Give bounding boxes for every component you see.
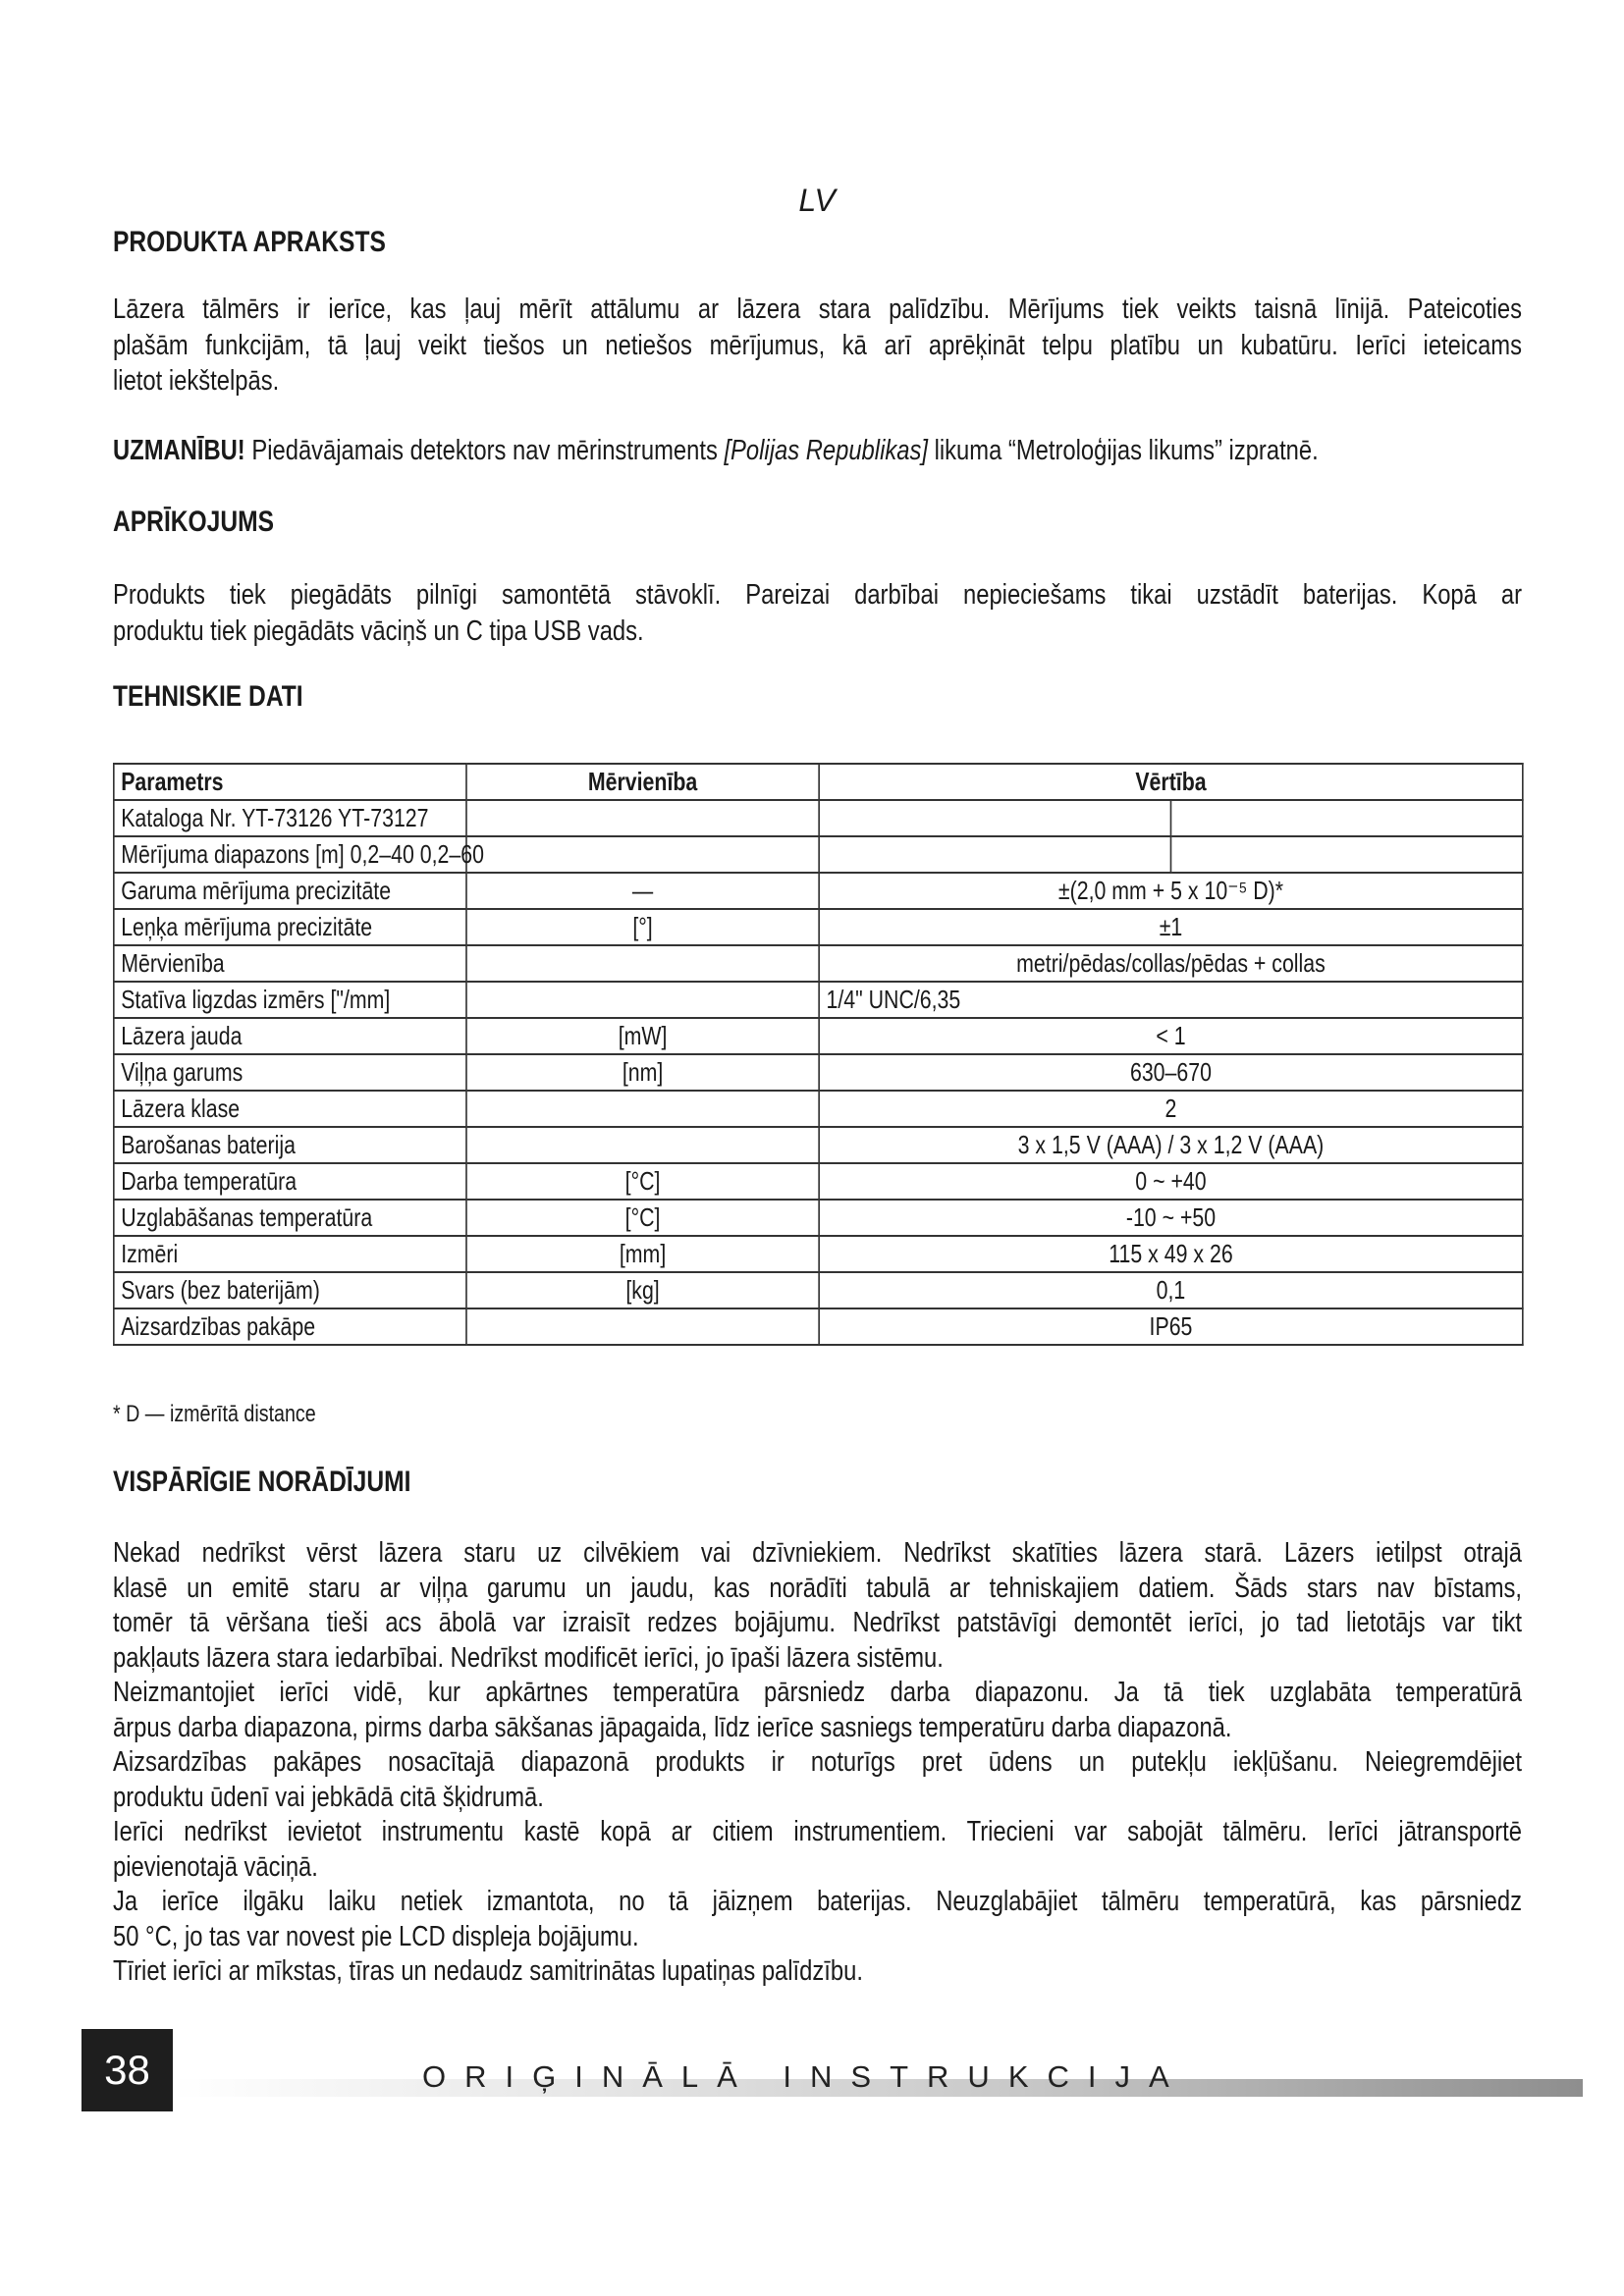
- warning-label: UZMANĪBU!: [113, 435, 245, 466]
- text-line: ārpus darba diapazona, pirms darba sākšanas jāpagaida, līdz ierīce sasniegs temperatūru darba diapazonā.: [113, 1711, 1232, 1743]
- unit-cell: [°]: [466, 909, 819, 945]
- value-cell: 1/4" UNC/6,35: [819, 982, 1523, 1018]
- text-line: Produkts tiek piegādāts pilnīgi samontētā stāvoklī. Pareizai darbībai nepieciešams tikai uzstādīt baterijas. Kopā ar: [113, 579, 1522, 611]
- unit-cell: —: [466, 873, 819, 909]
- unit-cell: [nm]: [466, 1054, 819, 1091]
- unit-cell: [466, 1308, 819, 1345]
- header-value: Vērtība: [819, 764, 1523, 800]
- param-cell: Garuma mērījuma precizitāte: [114, 873, 466, 909]
- warning-text: Piedāvājamais detektors nav mērinstruments: [244, 435, 725, 466]
- unit-cell: [466, 1127, 819, 1163]
- unit-cell: [kg]: [466, 1272, 819, 1308]
- text-line: plašām funkcijām, tā ļauj veikt tiešos un netiešos mērījumus, kā arī aprēķināt telpu platību un kubatūru. Ierīci ieteicams: [113, 329, 1522, 361]
- text-line: tomēr tā vēršana tieši acs ābolā var izraisīt redzes bojājumu. Nedrīkst patstāvīgi demontēt ierīci, jo tad lietotājs var tikt: [113, 1607, 1522, 1638]
- param-cell: Leņķa mērījuma precizitāte: [114, 909, 466, 945]
- param-cell: Izmēri: [114, 1236, 466, 1272]
- tech-data-table: [113, 763, 1524, 1346]
- header-unit: Mērvienība: [466, 764, 819, 800]
- param-cell: Svars (bez baterijām): [114, 1272, 466, 1308]
- value-cell: metri/pēdas/collas/pēdas + collas: [819, 945, 1523, 982]
- text-line: lietot iekštelpās.: [113, 365, 280, 397]
- language-tag: LV: [798, 183, 836, 218]
- tech-table-wrap: [113, 763, 1522, 1346]
- text-line: produktu ūdenī vai jebkādā citā šķidrumā.: [113, 1781, 544, 1813]
- unit-cell: [466, 945, 819, 982]
- value-cell: 630–670: [819, 1054, 1523, 1091]
- param-cell: Statīva ligzdas izmērs ["/mm]: [114, 982, 466, 1018]
- heading-equipment: APRĪKOJUMS: [113, 506, 275, 538]
- param-cell: Lāzera klase: [114, 1091, 466, 1127]
- text-line: pievienotajā vāciņā.: [113, 1850, 318, 1883]
- value-cell: 0,1: [819, 1272, 1523, 1308]
- unit-cell: [466, 982, 819, 1018]
- value-cell: ±1: [819, 909, 1523, 945]
- table-row: [114, 1200, 1523, 1236]
- text-line: Tīriet ierīci ar mīkstas, tīras un nedaudz samitrinātas lupatiņas palīdzību.: [113, 1955, 863, 1987]
- value-cell: 3 x 1,5 V (AAA) / 3 x 1,2 V (AAA): [819, 1127, 1523, 1163]
- page-number: 38: [81, 2029, 173, 2111]
- range-cell: Mērījuma diapazons [m] 0,2–40 0,2–60: [114, 836, 466, 873]
- unit-cell: [°C]: [466, 1163, 819, 1200]
- param-cell: Viļņa garums: [114, 1054, 466, 1091]
- table-row: [114, 1054, 1523, 1091]
- value-cell: ±(2,0 mm + 5 x 10⁻⁵ D)*: [819, 873, 1523, 909]
- table-row: [114, 1018, 1523, 1054]
- catalog-cell: Kataloga Nr. YT-73126 YT-73127: [114, 800, 466, 836]
- table-row: [114, 1127, 1523, 1163]
- text-line: produktu tiek piegādāts vāciņš un C tipa USB vads.: [113, 614, 644, 647]
- unit-cell: [mW]: [466, 1018, 819, 1054]
- heading-general: VISPĀRĪGIE NORĀDĪJUMI: [113, 1466, 411, 1498]
- table-row: [114, 1308, 1523, 1345]
- table-row: [114, 945, 1523, 982]
- general-paragraph: [113, 1536, 1522, 1990]
- header-parameter: Parametrs: [114, 764, 466, 800]
- table-row: [114, 800, 1523, 836]
- value-cell: 0 ~ +40: [819, 1163, 1523, 1200]
- param-cell: Uzglabāšanas temperatūra: [114, 1200, 466, 1236]
- footer-title: ORIĢINĀLĀ INSTRUKCIJA: [422, 2059, 1188, 2094]
- value-cell: < 1: [819, 1018, 1523, 1054]
- text-line: Ja ierīce ilgāku laiku netiek izmantota, no tā jāizņem baterijas. Neuzglabājiet tālmēru temperatūrā, kas pārsniedz: [113, 1886, 1522, 1917]
- text-line: Lāzera tālmērs ir ierīce, kas ļauj mērīt attālumu ar lāzera stara palīdzību. Mērījums tiek veikts taisnā līnijā. Pateicoties: [113, 294, 1522, 325]
- warning-italic: [Polijas Republikas]: [724, 435, 928, 466]
- table-row: [114, 1091, 1523, 1127]
- text-line: pakļauts lāzera stara iedarbībai. Nedrīkst modificēt ierīci, jo īpaši lāzera sistēmu.: [113, 1641, 944, 1674]
- warning-paragraph: [113, 433, 1522, 469]
- unit-cell: [°C]: [466, 1200, 819, 1236]
- heading-tech-data: TEHNISKIE DATI: [113, 680, 303, 713]
- value-cell: -10 ~ +50: [819, 1200, 1523, 1236]
- table-footnote: * D — izmērītā distance: [113, 1401, 316, 1427]
- equipment-paragraph: [113, 577, 1522, 649]
- text-line: klasē un emitē staru ar viļņa garumu un jaudu, kas norādīti tabulā ar tehniskajiem datiem. Šāds stars nav bīstams,: [113, 1572, 1522, 1604]
- table-row: [114, 1163, 1523, 1200]
- table-row: [114, 909, 1523, 945]
- table-row: [114, 1272, 1523, 1308]
- text-line: 50 °C, jo tas var novest pie LCD displeja bojājumu.: [113, 1920, 639, 1952]
- param-cell: Barošanas baterija: [114, 1127, 466, 1163]
- text-line: Neizmantojiet ierīci vidē, kur apkārtnes temperatūra pārsniedz darba diapazonu. Ja tā tiek uzglabāta temperatūrā: [113, 1677, 1522, 1708]
- text-line: Ierīci nedrīkst ievietot instrumentu kastē kopā ar citiem instrumentiem. Triecieni var sabojāt tālmēru. Ierīci jātransportē: [113, 1816, 1522, 1847]
- unit-cell: [466, 1091, 819, 1127]
- value-cell: 2: [819, 1091, 1523, 1127]
- heading-description: PRODUKTA APRAKSTS: [113, 226, 386, 258]
- table-row: [114, 982, 1523, 1018]
- unit-cell: [mm]: [466, 1236, 819, 1272]
- table-row: [114, 836, 1523, 873]
- table-header-row: [114, 764, 1523, 800]
- table-row: [114, 873, 1523, 909]
- text-line: Aizsardzības pakāpes nosacītajā diapazonā produkts ir noturīgs pret ūdens un putekļu iekļūšanu. Neiegremdējiet: [113, 1746, 1522, 1778]
- table-row: [114, 1236, 1523, 1272]
- text-line: Nekad nedrīkst vērst lāzera staru uz cilvēkiem vai dzīvniekiem. Nedrīkst skatīties lāzera starā. Lāzers ietilpst otrajā: [113, 1537, 1522, 1569]
- value-cell: 115 x 49 x 26: [819, 1236, 1523, 1272]
- param-cell: Darba temperatūra: [114, 1163, 466, 1200]
- param-cell: Aizsardzības pakāpe: [114, 1308, 466, 1345]
- param-cell: Mērvienība: [114, 945, 466, 982]
- warning-text-end: likuma “Metroloģijas likums” izpratnē.: [927, 435, 1319, 466]
- description-paragraph: [113, 292, 1522, 400]
- param-cell: Lāzera jauda: [114, 1018, 466, 1054]
- value-cell: IP65: [819, 1308, 1523, 1345]
